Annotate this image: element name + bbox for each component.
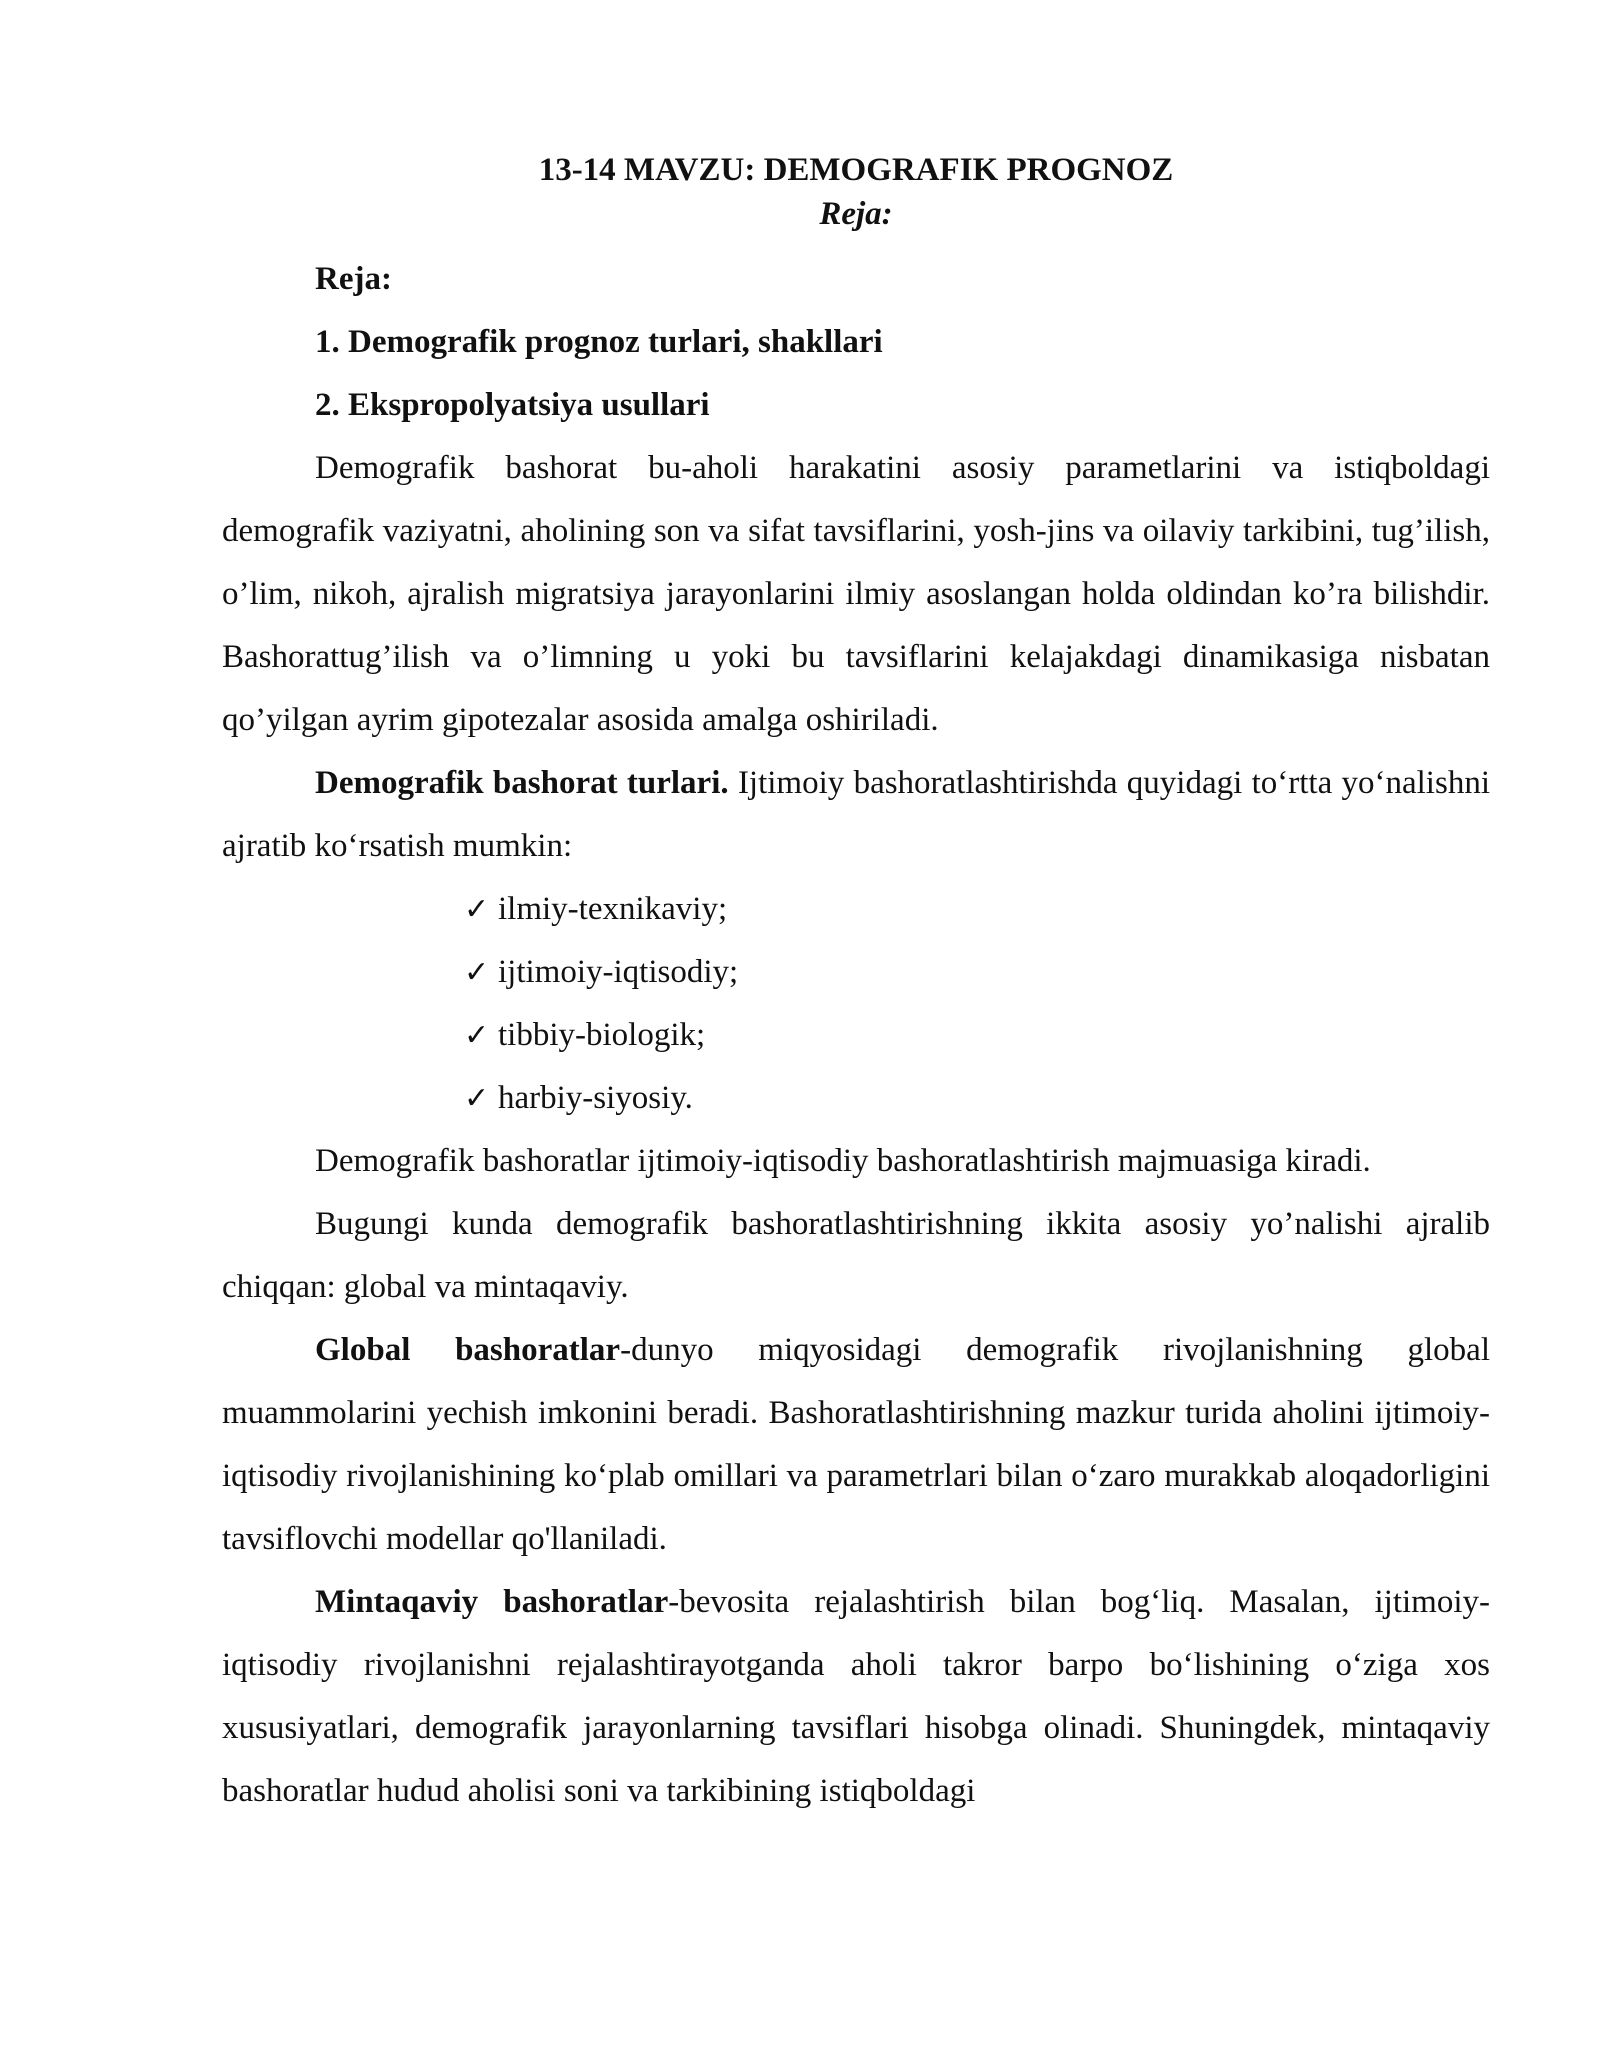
regional-paragraph bbox=[222, 1571, 1490, 1823]
page-subtitle: Reja: bbox=[819, 196, 893, 232]
checkmark-icon: ✓ bbox=[464, 1081, 490, 1116]
types-text: Ijtimoiy bashoratlashtirishda quyidagi to‘rtta yo‘nalishni ajratib ko‘rsatish mumkin: bbox=[222, 765, 1490, 864]
global-bold-term: Global bashoratlar bbox=[315, 1332, 621, 1368]
checklist bbox=[222, 878, 1490, 1130]
complex-paragraph: Demografik bashoratlar ijtimoiy-iqtisodiy bashoratlashtirish majmuasiga kiradi. bbox=[315, 1143, 1371, 1179]
list-item-text: harbiy-siyosiy. bbox=[498, 1080, 693, 1116]
types-paragraph bbox=[222, 752, 1490, 878]
list-item-text: ijtimoiy-iqtisodiy; bbox=[498, 954, 739, 990]
plan-heading: Reja: bbox=[315, 261, 392, 297]
plan-item-2: 2. Ekspropolyatsiya usullari bbox=[315, 387, 710, 423]
directions-paragraph: Bugungi kunda demografik bashoratlashtirishning ikkita asosiy yo’nalishi ajralib chiqqan: global va mintaqaviy. bbox=[222, 1206, 1490, 1305]
checkmark-icon: ✓ bbox=[464, 1018, 490, 1053]
global-text: -dunyo miqyosidagi demografik rivojlanishning global muammolarini yechish imkonini beradi. Bashoratlashtirishning mazkur turida aholini ijtimoiy-iqtisodiy rivojlanishining ko‘plab omillari va parametrlari bilan o‘zaro murakkab aloqadorligini tavsiflovchi modellar qo'llaniladi. bbox=[222, 1332, 1490, 1557]
list-item bbox=[464, 1067, 1490, 1130]
document-page bbox=[222, 148, 1490, 1823]
list-item bbox=[464, 1004, 1490, 1067]
intro-paragraph: Demografik bashorat bu-aholi harakatini asosiy parametlarini va istiqboldagi demografik vaziyatni, aholining son va sifat tavsiflarini, yosh-jins va oilaviy tarkibini, tug’ilish, o’lim, nikoh, ajralish migratsiya jarayonlarini ilmiy asoslangan holda oldindan ko’ra bilishdir. Bashorattug’ilish va o’limning u yoki bu tavsiflarini kelajakdagi dinamikasiga nisbatan qo’yilgan ayrim gipotezalar asosida amalga oshiriladi. bbox=[222, 450, 1490, 738]
plan-item-1: 1. Demografik prognoz turlari, shakllari bbox=[315, 324, 883, 360]
list-item bbox=[464, 941, 1490, 1004]
regional-text: -bevosita rejalashtirish bilan bog‘liq. Masalan, ijtimoiy-iqtisodiy rivojlanishni rejalashtirayotganda aholi takror barpo bo‘lishining o‘ziga xos xususiyatlari, demografik jarayonlarning tavsiflari hisobga olinadi. Shuningdek, mintaqaviy bashoratlar hudud aholisi soni va tarkibining istiqboldagi bbox=[222, 1584, 1490, 1809]
list-item bbox=[464, 878, 1490, 941]
checkmark-icon: ✓ bbox=[464, 892, 490, 927]
checkmark-icon: ✓ bbox=[464, 955, 490, 990]
types-bold-term: Demografik bashorat turlari. bbox=[315, 765, 729, 801]
list-item-text: tibbiy-biologik; bbox=[498, 1017, 706, 1053]
regional-bold-term: Mintaqaviy bashoratlar bbox=[315, 1584, 669, 1620]
global-paragraph bbox=[222, 1319, 1490, 1571]
page-title: 13-14 MAVZU: DEMOGRAFIK PROGNOZ bbox=[538, 152, 1174, 188]
list-item-text: ilmiy-texnikaviy; bbox=[498, 891, 728, 927]
